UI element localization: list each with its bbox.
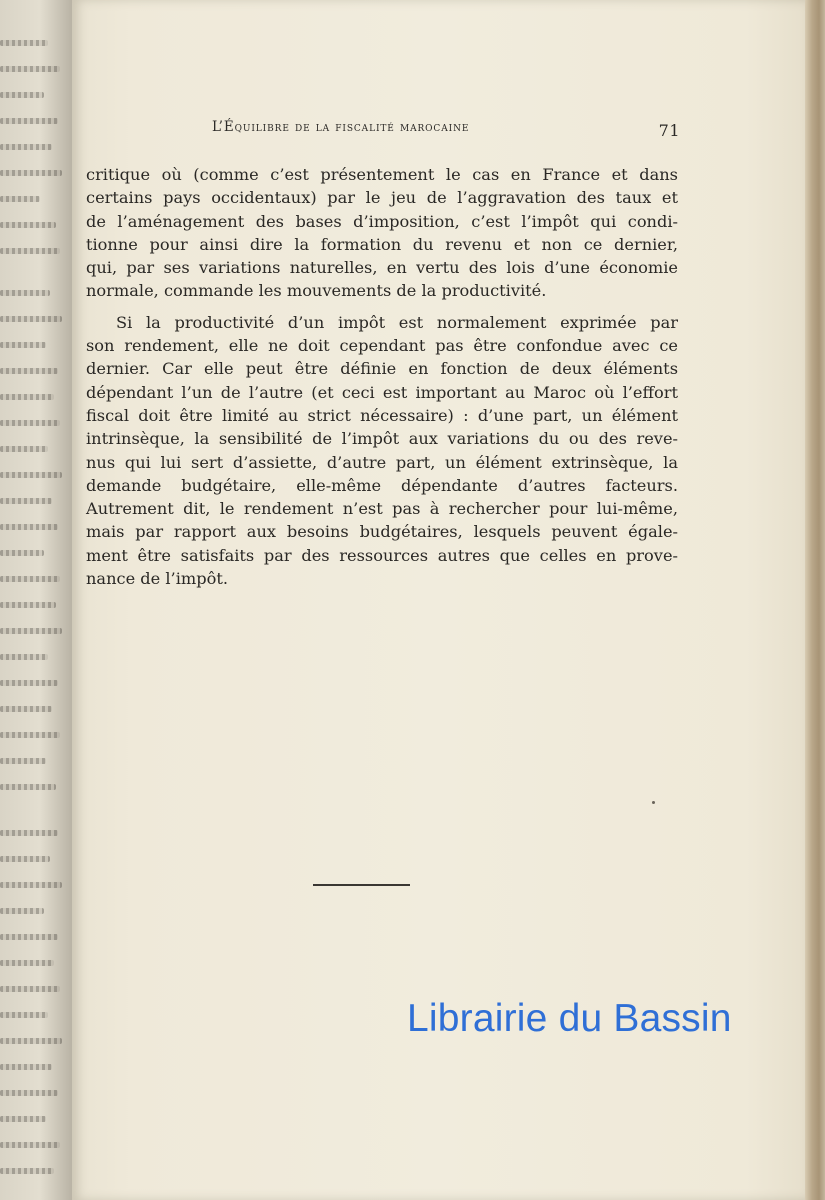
text-line: son rendement, elle ne doit cependant pas être confondue avec ce xyxy=(86,336,678,356)
paragraph-gap xyxy=(86,303,678,311)
text-line: ment être satisfaits par des ressources autres que celles en prove- xyxy=(86,545,678,565)
text-line: mais par rapport aux besoins budgétaires, lesquels peuvent égale- xyxy=(86,522,678,542)
text-line: critique où (comme c’est présentement le cas en France et dans xyxy=(86,165,678,184)
text-line: fiscal doit être limité au strict nécessaire) : d’une part, un élément xyxy=(86,405,678,425)
text-line: tionne pour ainsi dire la formation du revenu et non ce dernier, xyxy=(86,234,678,254)
text-line: Autrement dit, le rendement n’est pas à rechercher pour lui-même, xyxy=(86,499,678,519)
text-line: qui, par ses variations naturelles, en vertu des lois d’une économie xyxy=(86,258,678,278)
paragraph xyxy=(86,163,678,303)
text-line: normale, commande les mouvements de la productivité. xyxy=(86,281,547,301)
text-line: intrinsèque, la sensibilité de l’impôt aux variations du ou des reve- xyxy=(86,429,678,449)
paragraph xyxy=(86,311,678,591)
page-header xyxy=(140,113,680,143)
text-line: dépendant l’un de l’autre (et ceci est important au Maroc où l’effort xyxy=(86,382,678,402)
paper-speck xyxy=(652,801,655,804)
text-line: nus qui lui sert d’assiette, d’autre part, un élément extrinsèque, la xyxy=(86,452,678,472)
page-number: 71 xyxy=(658,121,680,140)
text-line: dernier. Car elle peut être définie en fonction de deux éléments xyxy=(86,359,678,379)
section-end-rule xyxy=(313,884,410,886)
body-text xyxy=(86,163,678,590)
book-page-block-edge xyxy=(805,0,825,1200)
text-line: nance de l’impôt. xyxy=(86,569,228,589)
running-head: L’Équilibre de la fiscalité marocaine xyxy=(212,119,470,135)
text-line: de l’aménagement des bases d’imposition, c’est l’impôt qui condi- xyxy=(86,211,678,231)
watermark: Librairie du Bassin xyxy=(407,997,732,1040)
text-line: Si la productivité d’un impôt est normalement exprimée par xyxy=(116,312,678,332)
opposite-page-edge xyxy=(0,0,72,1200)
text-line: certains pays occidentaux) par le jeu de l’aggravation des taux et xyxy=(86,188,678,208)
text-line: demande budgétaire, elle-même dépendante d’autres facteurs. xyxy=(86,475,678,495)
